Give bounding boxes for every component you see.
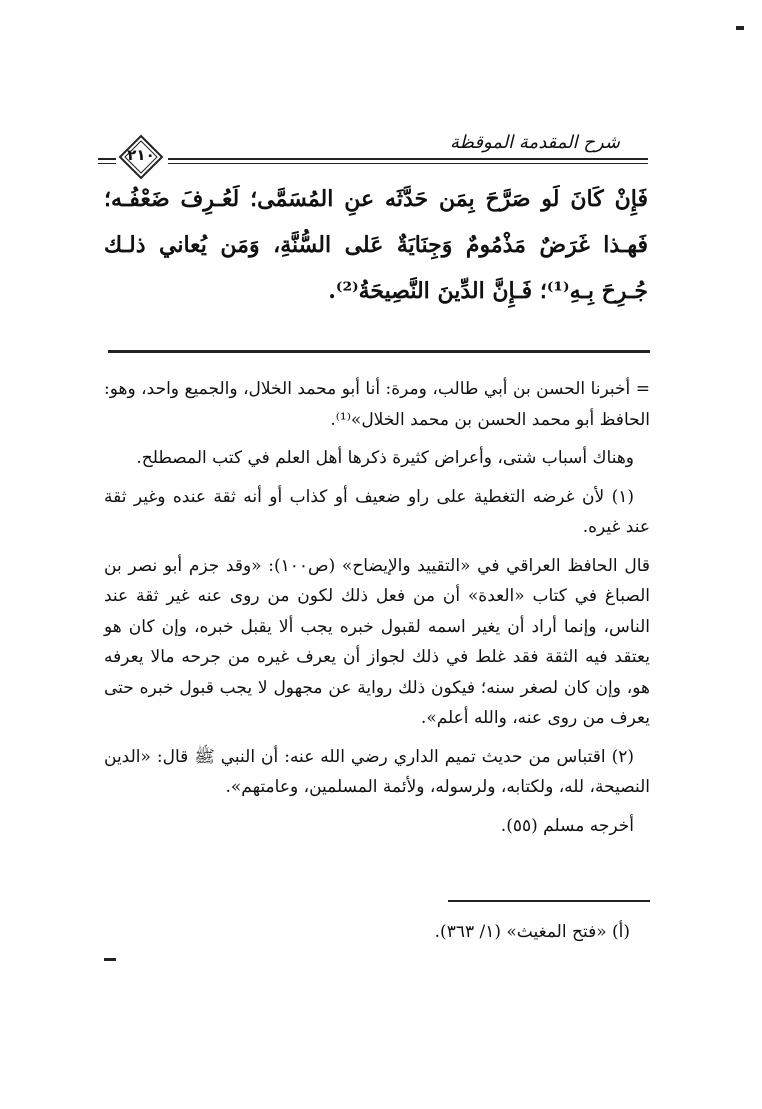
footnote-continuation: = أخبرنا الحسن بن أبي طالب، ومرة: أنا أبو محمد الخلال، والجميع واحد، وهو: الحافظ أبو محمد الحسن بن محمد الخلال»⁽¹⁾. [104, 379, 650, 430]
page-number: ٢١٠ [127, 146, 155, 164]
main-text [104, 176, 648, 314]
subnote: (أ) «فتح المغيث» (١/ ٣٦٣). [434, 922, 630, 942]
footnote-paragraph: وهناك أسباب شتى، وأعراض كثيرة ذكرها أهل العلم في كتب المصطلح. [136, 448, 634, 468]
running-title: شرح المقدمة الموقظة [444, 132, 626, 153]
bottom-mark [104, 958, 116, 961]
corner-mark [736, 26, 744, 30]
header-rule [168, 163, 648, 164]
subnote-divider [448, 900, 650, 902]
footnote-1-quote: قال الحافظ العراقي في «التقييد والإيضاح» (ص١٠٠): «وقد جزم أبو نصر بن الصباغ في كتاب «العدة» أن من فعل ذلك لكون من روى عنه غير ثقة عند الناس، وإنما أراد أن يغير اسمه لقبول خبره يجب ألا يقبل خبره، وإن كان هو يعتقد فيه الثقة فقد غلط في ذلك لجواز أن يعرف غيره من جرحه مالا يعرفه هو، وإن كان لصغر سنه؛ فيكون ذلك رواية عن مجهول لا يجب قبول خبره حتى يعرف من روى عنه، والله أعلم». [104, 555, 650, 728]
footnotes [104, 374, 650, 849]
footnote-2-source: أخرجه مسلم (٥٥). [500, 815, 634, 836]
footnote-2: (٢) اقتباس من حديث تميم الداري رضي الله عنه: أن النبي ﷺ قال: «الدين النصيحة، لله، ولكتابه، ولرسوله، ولأئمة المسلمين، وعامتهم». [104, 746, 650, 797]
main-paragraph: فَإِنْ كَانَ لَو صَرَّحَ بِمَن حَدَّثَه عنِ المُسَمَّى؛ لَعُـرِفَ ضَعْفُـه؛ فَهـذا غَرَضٌ مَذْمُومٌ وَجِنَايَةٌ عَلى السُّنَّةِ، وَمَن يُعاني ذلـك جُـرِحَ بِـهِ⁽¹⁾؛ فَـإِنَّ الدِّينَ النَّصِيحَةُ⁽²⁾. [104, 186, 648, 304]
footnote-divider [108, 350, 650, 353]
footnote-1: (١) لأن غرضه التغطية على راو ضعيف أو كذاب أو أنه ثقة عنده وغير ثقة عند غيره. [104, 486, 650, 537]
header-rule [98, 158, 116, 160]
page-number-badge [118, 134, 164, 180]
header-rule [98, 163, 116, 164]
page-header [98, 128, 650, 172]
header-rule [168, 158, 648, 160]
